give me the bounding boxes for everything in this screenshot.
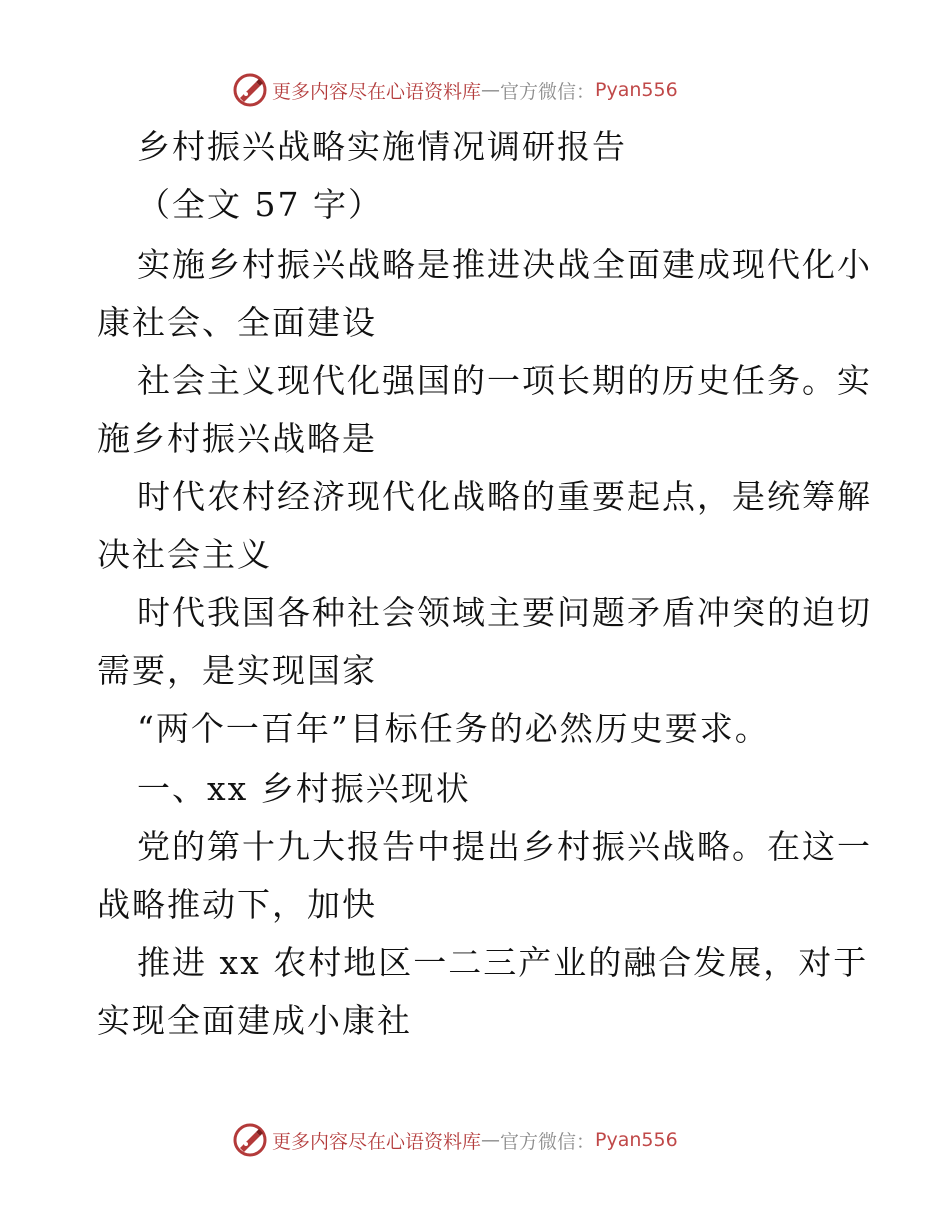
paragraph-line: 实现全面建成小康社	[97, 1001, 412, 1040]
watermark-dash: —	[481, 1129, 501, 1151]
paragraph-line: 推进 xx 农村地区一二三产业的融合发展，对于	[137, 943, 869, 982]
watermark-site-text: 更多内容尽在心语资料库	[272, 80, 482, 103]
paragraph-line: 康社会、全面建设	[97, 303, 377, 342]
paragraph-line: 施乡村振兴战略是	[97, 419, 377, 458]
paragraph-line: 时代农村经济现代化战略的重要起点，是统筹解	[137, 477, 872, 516]
watermark-wechat-label: 官方微信：	[500, 1130, 596, 1153]
paragraph-line: 需要，是实现国家	[97, 651, 377, 690]
watermark-wechat-handle: Pyan556	[595, 79, 678, 101]
paragraph-line: 实施乡村振兴战略是推进决战全面建成现代化小	[137, 245, 872, 284]
footer-watermark	[232, 1122, 678, 1158]
paragraph-line: “两个一百年”目标任务的必然历史要求。	[137, 709, 770, 748]
watermark-wechat-handle: Pyan556	[595, 1129, 678, 1151]
watermark-wechat-label: 官方微信：	[500, 80, 596, 103]
paragraph-line: 时代我国各种社会领域主要问题矛盾冲突的迫切	[137, 593, 872, 632]
word-count: （全文 57 字）	[137, 185, 383, 224]
header-watermark	[232, 72, 678, 108]
watermark-dash: —	[481, 79, 501, 101]
paragraph-line: 决社会主义	[97, 535, 272, 574]
watermark-site-text: 更多内容尽在心语资料库	[272, 1130, 482, 1153]
document-title: 乡村振兴战略实施情况调研报告	[137, 127, 627, 166]
paragraph-line: 党的第十九大报告中提出乡村振兴战略。在这一	[137, 827, 872, 866]
pen-logo-icon	[232, 1122, 268, 1158]
paragraph-line: 战略推动下，加快	[97, 885, 377, 924]
section-heading: 一、xx 乡村振兴现状	[137, 769, 471, 808]
pen-logo-icon	[232, 72, 268, 108]
paragraph-line: 社会主义现代化强国的一项长期的历史任务。实	[137, 361, 872, 400]
